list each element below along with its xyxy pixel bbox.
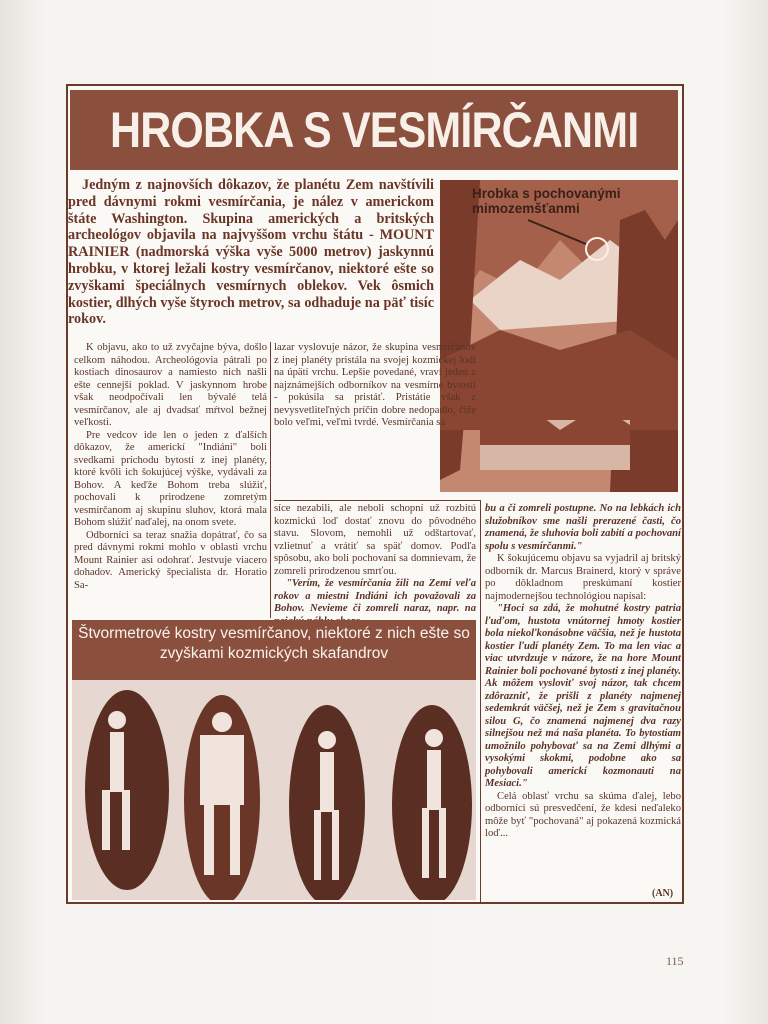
paragraph: K objavu, ako to už zvyčajne býva, došlo celkom náhodou. Archeológovia pátrali po kostiach dinosaurov a namiesto nich našli ešte cennejší poklad. V jaskynnom hrobe však neodpočívali len bývalé telá vesmírčanov, ale aj dvadsať mŕtvol bežnej veľkosti. [74, 342, 267, 428]
rule [274, 500, 480, 501]
quote-paragraph: "Hoci sa zdá, že mohutné kostry patria ľuďom, hustota vnútornej hmoty kostier bola niekoľkonásobne väčšia, než je hustota kostier ľudí planéty Zem. To ma len viac a viac utvrdzuje v názore, že na hore Mount Rainier boli pochované bytosti z inej planéty. Ak môžem vysloviť svoj názor, tak chcem zdôrazniť, že prišli z planéty najmenej sedemkrát väčšej, než je Zem s gravitačnou silou G, čo znamená najmenej dva razy silnejšou než má naša planéta. To bytostiam umožnilo pohybovať sa na Zemi dlhými a vysokými skokmi, podobne ako sa pohybovali americkí kozmonauti na Mesiaci." [485, 603, 681, 789]
skeletons-illustration [72, 680, 476, 900]
mountain-photo [440, 180, 678, 492]
lead-paragraph: Jedným z najnovších dôkazov, že planétu Zem navštívili pred dávnymi rokmi vesmírčania, je nález v americkom štáte Washington. Skupina amerických a britských archeológov objavila na najvyššom vrchu štátu - MOUNT RAINIER (nadmorská výška vyše 5000 metrov) jaskynnú hrobku, v ktorej ležali kostry vesmírčanov, niektoré ešte so zvyškami špeciálnych vesmírnych oblekov. Vek ôsmich kostier, dlhých vyše štyroch metrov, sa odhaduje na päť tisíc rokov. [68, 177, 434, 328]
column-divider [270, 342, 271, 618]
headline: HROBKA S VESMÍRČANMI [109, 102, 639, 158]
mountain-illustration [440, 180, 678, 492]
quote-continued: bu a či zomreli postupne. No na lebkách ich služobníkov sme našli prerazené časti, čo znamená, že sluhovia boli zabití a pochovaní spolu s vesmírčanmi." [485, 503, 681, 552]
photo-caption: Hrobka s pochovanými mimozemšťanmi [472, 186, 621, 216]
column-3 [485, 503, 681, 841]
paragraph: síce nezabili, ale neboli schopní už rozbitú kozmickú loď dostať znovu do pôvodného stavu. Slovom, nemohli už odštartovať, vzlietnuť a vrátiť sa späť domov. Podľa spôsobu, ako boli pochovaní sa domnievam, že zomreli prirodzenou smrťou. [274, 503, 476, 577]
column-2 [274, 342, 476, 430]
paragraph: Celá oblasť vrchu sa skúma ďalej, lebo odborníci sú presvedčení, že kdesi neďaleko môže byť "pochovaná" aj pokazená kozmická loď... [485, 790, 681, 839]
skeletons-photo [72, 680, 476, 900]
paragraph: Pre vedcov ide len o jeden z ďalších dôkazov, že americkí "Indiáni" boli svedkami príchodu bytostí z inej planéty, ktoré kvôli ich šokujúcej výške, vydávali za Bohov. A keďže Bohom treba slúžiť, pochovali k prirodzene zomretým vesmírčanom aj skupinu sluhov, ktorá mala Bohom slúžiť naďalej, na onom svete. [74, 429, 267, 528]
headline-bar [70, 90, 678, 170]
column-divider [480, 500, 481, 902]
photo2-caption: Štvormetrové kostry vesmírčanov, niektoré z nich ešte so zvyškami kozmických skafandrov [72, 620, 476, 688]
quote-paragraph: "Verím, že vesmírčania žili na Zemi veľa rokov a miestni Indiáni ich považovali za Bohov. Nevieme či zomreli naraz, napr. na [274, 578, 476, 614]
paragraph: Odborníci sa teraz snažia dopátrať, čo sa pred dávnymi rokmi mohlo v oblasti vrchu Mount Rainier asi odohrať. Jestvuje viacero dohadov. Americký špecialista dr. Horatio Sa- [74, 529, 267, 591]
page-number: 115 [666, 954, 684, 968]
paragraph: lazar vyslovuje názor, že skupina vesmírčanov z inej planéty pristála na svojej kozmickej lodi na úpätí vrchu. Lepšie povedané, vraví jeden z najznámejších odborníkov na vesmírne bytosti - pokúsila sa pristáť. Pristátie však z nevysvetliteľných príčin dobre nedopadlo, čiže bolo veľmi, veľmi tvrdé. Vesmírčania sa [274, 342, 476, 428]
column-2-continued [274, 503, 476, 628]
author-signature: (AN) [652, 888, 674, 899]
paragraph: K šokujúcemu objavu sa vyjadril aj britský odborník dr. Marcus Brainerd, ktorý v správe po dôkladnom preskúmaní kostier najmodernejšou technológiou napísal: [485, 553, 681, 602]
column-1 [74, 342, 267, 592]
